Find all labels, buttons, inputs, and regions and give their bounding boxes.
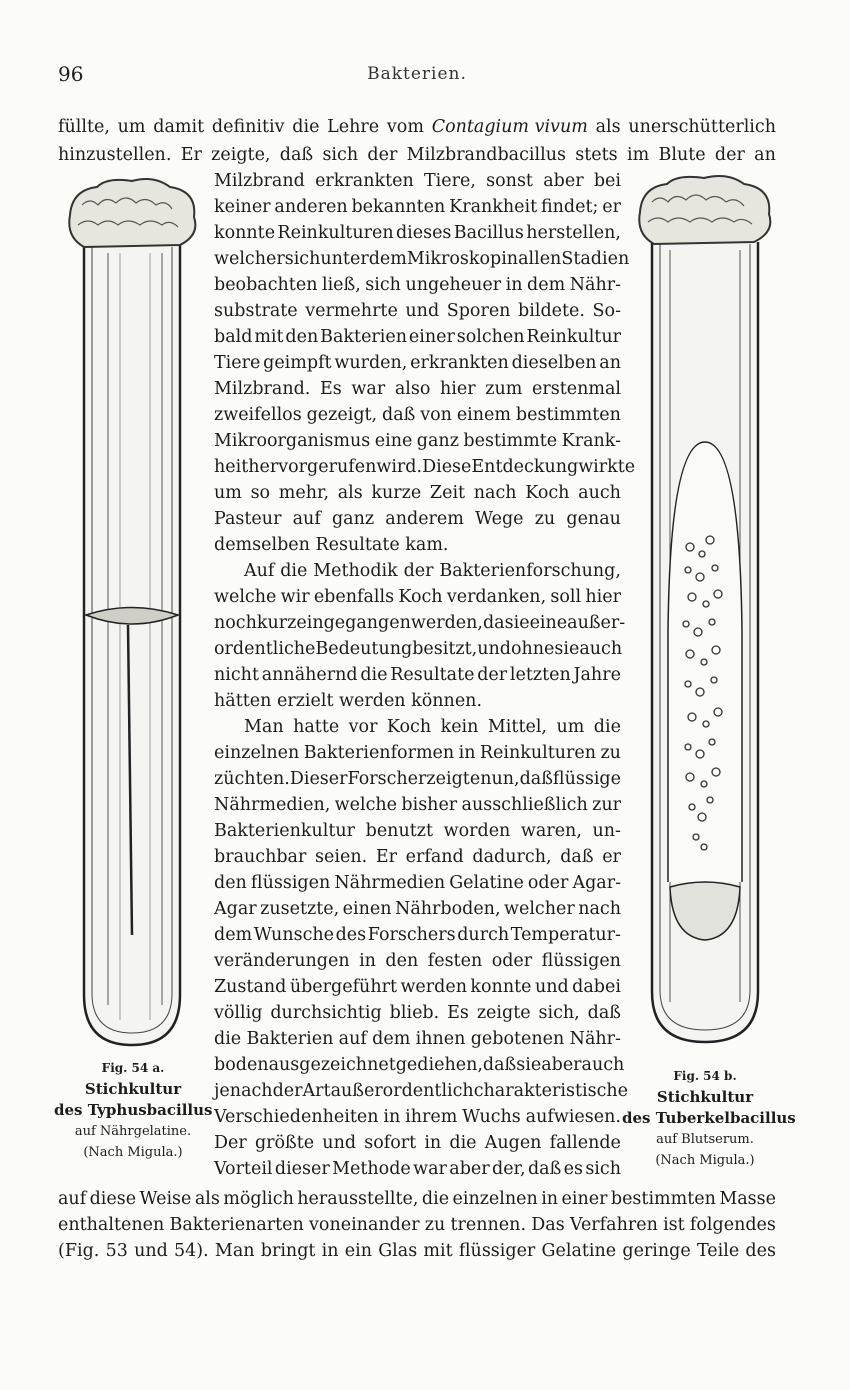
text-line: (Fig. 53 und 54). Man bringt in ein Glas mit flüssiger Gelatine geringe Teile des (58, 1241, 776, 1261)
text-line: hinzustellen. Er zeigte, daß sich der Milzbrandbacillus stets im Blute der an (58, 145, 776, 165)
text-line: Milzbrand erkrankten Tiere, sonst aber bei (214, 171, 621, 191)
text-line: züchten. Dieser Forscher zeigte nun, daß flüssige (214, 769, 621, 789)
text-line: auf diese Weise als möglich herausstellte, die einzelnen in einer bestimmten Masse (58, 1189, 776, 1209)
text-line: Tiere geimpft wurden, erkrankten dieselben an (214, 353, 621, 373)
text-line: keiner anderen bekannten Krankheit findet; er (214, 197, 621, 217)
text-line: dem Wunsche des Forschers durch Temperatur- (214, 925, 621, 945)
figure-54b-caption (622, 1066, 796, 1171)
figure-number: Fig. 54 b. (673, 1069, 737, 1083)
figure-source: (Nach Migula.) (83, 1145, 183, 1160)
text-line: heit hervorgerufen wird. Diese Entdeckung wirkte (214, 457, 636, 477)
text-line: welche wir ebenfalls Koch verdanken, soll hier (214, 587, 621, 607)
text-line: völlig durchsichtig blieb. Es zeigte sich, daß (214, 1003, 621, 1023)
text-line: brauchbar seien. Er erfand dadurch, daß er (214, 847, 621, 867)
figure-medium: auf Nährgelatine. (74, 1124, 192, 1139)
text-line: einzelnen Bakterienformen in Reinkulturen zu (214, 743, 621, 763)
text-line: enthaltenen Bakterienarten voneinander zu trennen. Das Verfahren ist folgendes (58, 1215, 776, 1235)
figure-54a (62, 175, 202, 1055)
text-line: ordentliche Bedeutung besitzt, und ohne sie auch (214, 639, 623, 659)
text-line: den flüssigen Nährmedien Gelatine oder Agar- (214, 873, 621, 893)
text-line: bald mit den Bakterien einer solchen Reinkultur (214, 327, 621, 347)
text-line: Verschiedenheiten in ihrem Wuchs aufwiesen. (214, 1107, 621, 1127)
text-line: Bakterienkultur benutzt worden waren, un- (214, 821, 621, 841)
text-line: noch kurz eingegangen werden, da sie eine außer- (214, 613, 626, 633)
text-line: Vorteil dieser Methode war aber der, daß es sich (214, 1159, 621, 1179)
text-line: welcher sich unter dem Mikroskop in allen Stadien (214, 249, 630, 269)
running-head: Bakterien. (367, 64, 467, 84)
figure-medium: auf Blutserum. (656, 1132, 754, 1147)
figure-title: Stichkultur (656, 1088, 754, 1106)
text-line: veränderungen in den festen oder flüssigen (214, 951, 621, 971)
text-line: substrate vermehrte und Sporen bildete. So- (214, 301, 621, 321)
text-line: Man hatte vor Koch kein Mittel, um die (244, 717, 621, 737)
text-line: die Bakterien auf dem ihnen gebotenen Nähr- (214, 1029, 621, 1049)
figure-54b (630, 172, 780, 1052)
figure-subtitle: des Typhusbacillus (54, 1101, 213, 1119)
figure-54a-caption (54, 1058, 212, 1163)
text-line: Nährmedien, welche bisher ausschließlich zur (214, 795, 621, 815)
text-line: Auf die Methodik der Bakterienforschung, (244, 561, 621, 581)
text-line: zweifellos gezeigt, daß von einem bestimmten (214, 405, 621, 425)
figure-title: Stichkultur (84, 1080, 182, 1098)
text-line: Agar zusetzte, einen Nährboden, welcher nach (214, 899, 621, 919)
text-line: konnte Reinkulturen dieses Bacillus herstellen, (214, 223, 621, 243)
figure-number: Fig. 54 a. (101, 1061, 165, 1075)
text-line: Zustand übergeführt werden konnte und dabei (214, 977, 621, 997)
figure-source: (Nach Migula.) (655, 1153, 755, 1168)
text-line: nicht annähernd die Resultate der letzten Jahre (214, 665, 621, 685)
text-line: Der größte und sofort in die Augen fallende (214, 1133, 621, 1153)
text-line: Milzbrand. Es war also hier zum erstenmal (214, 379, 621, 399)
page-number: 96 (58, 62, 84, 86)
page-header (58, 62, 776, 92)
text-line: beobachten ließ, sich ungeheuer in dem Nähr- (214, 275, 621, 295)
text-line: je nach der Art außerordentlich charakteristische (214, 1081, 628, 1101)
text-line: Mikroorganismus eine ganz bestimmte Krank- (214, 431, 621, 451)
text-line: boden ausgezeichnet gediehen, daß sie aber auch (214, 1055, 625, 1075)
text-line: füllte, um damit definitiv die Lehre vom Contagium vivum als unerschütterlich (58, 117, 776, 137)
test-tube-tubercle-illustration (630, 172, 780, 1052)
test-tube-typhus-illustration (62, 175, 202, 1055)
text-line: demselben Resultate kam. (214, 535, 449, 555)
text-line: um so mehr, als kurze Zeit nach Koch auch (214, 483, 621, 503)
figure-subtitle: des Tuberkelbacillus (622, 1109, 796, 1127)
text-line: Pasteur auf ganz anderem Wege zu genau (214, 509, 621, 529)
text-line: hätten erzielt werden können. (214, 691, 483, 711)
